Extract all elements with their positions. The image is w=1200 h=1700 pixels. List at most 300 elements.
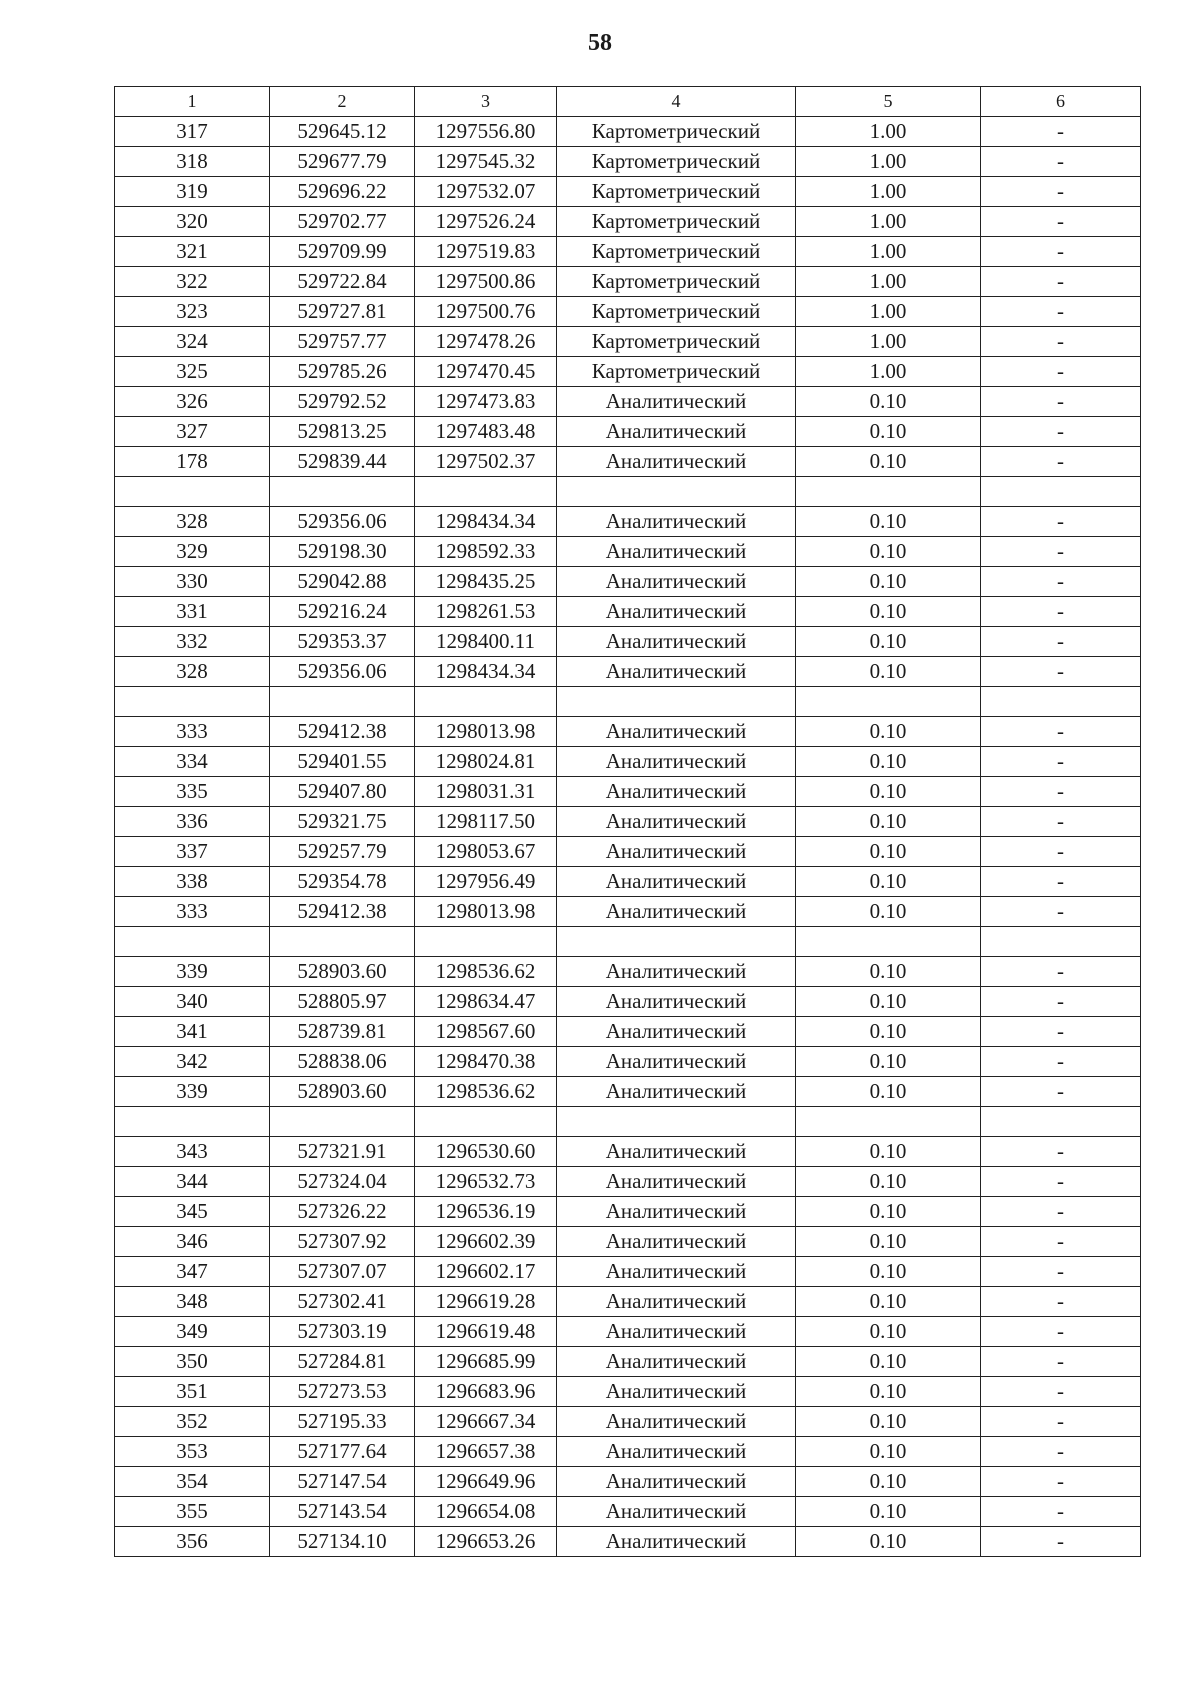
table-cell: 338: [115, 867, 270, 897]
table-cell: [115, 1107, 270, 1137]
table-cell: 527134.10: [270, 1527, 415, 1557]
table-cell: [557, 477, 796, 507]
table-cell: 355: [115, 1497, 270, 1527]
table-row: [115, 657, 1141, 687]
table-cell: -: [981, 1497, 1141, 1527]
table-cell: 0.10: [796, 717, 981, 747]
table-cell: 0.10: [796, 1407, 981, 1437]
table-cell: 330: [115, 567, 270, 597]
table-cell: 1.00: [796, 297, 981, 327]
table-cell: [981, 1107, 1141, 1137]
table-cell: -: [981, 867, 1141, 897]
table-cell: -: [981, 117, 1141, 147]
table-cell: Аналитический: [557, 987, 796, 1017]
table-cell: 0.10: [796, 1137, 981, 1167]
coordinates-table: [114, 86, 1141, 1557]
table-cell: 336: [115, 807, 270, 837]
table-cell: 339: [115, 957, 270, 987]
table-row: [115, 567, 1141, 597]
table-cell: Аналитический: [557, 1437, 796, 1467]
table-cell: -: [981, 717, 1141, 747]
table-cell: 0.10: [796, 567, 981, 597]
table-cell: [981, 477, 1141, 507]
table-row: [115, 1287, 1141, 1317]
table-cell: 1296532.73: [415, 1167, 557, 1197]
table-cell: 178: [115, 447, 270, 477]
table-cell: 0.10: [796, 657, 981, 687]
table-cell: -: [981, 297, 1141, 327]
table-cell: 0.10: [796, 387, 981, 417]
table-cell: 527302.41: [270, 1287, 415, 1317]
table-cell: 0.10: [796, 867, 981, 897]
table-cell: 1.00: [796, 357, 981, 387]
table-cell: 528805.97: [270, 987, 415, 1017]
table-cell: [415, 1107, 557, 1137]
table-cell: -: [981, 837, 1141, 867]
table-cell: 1298567.60: [415, 1017, 557, 1047]
table-cell: 0.10: [796, 507, 981, 537]
table-row: [115, 1317, 1141, 1347]
table-cell: 319: [115, 177, 270, 207]
table-cell: 1297473.83: [415, 387, 557, 417]
table-row: [115, 177, 1141, 207]
table-cell: -: [981, 1437, 1141, 1467]
page-number: 58: [588, 30, 612, 56]
table-cell: 320: [115, 207, 270, 237]
table-cell: Аналитический: [557, 1137, 796, 1167]
table-cell: 353: [115, 1437, 270, 1467]
table-cell: 1298031.31: [415, 777, 557, 807]
table-cell: -: [981, 627, 1141, 657]
table-row: [115, 867, 1141, 897]
table-row: [115, 417, 1141, 447]
table-cell: 0.10: [796, 807, 981, 837]
table-row: [115, 1077, 1141, 1107]
table-cell: Аналитический: [557, 657, 796, 687]
table-cell: 1.00: [796, 267, 981, 297]
table-cell: Аналитический: [557, 777, 796, 807]
table-cell: -: [981, 597, 1141, 627]
table-cell: -: [981, 897, 1141, 927]
table-cell: 527326.22: [270, 1197, 415, 1227]
table-cell: 527177.64: [270, 1437, 415, 1467]
table-cell: 1.00: [796, 327, 981, 357]
table-row: [115, 387, 1141, 417]
table-row: [115, 297, 1141, 327]
table-cell: Аналитический: [557, 1347, 796, 1377]
table-cell: 351: [115, 1377, 270, 1407]
table-cell: 1296683.96: [415, 1377, 557, 1407]
table-cell: [270, 477, 415, 507]
table-cell: 0.10: [796, 1077, 981, 1107]
table-cell: 1298053.67: [415, 837, 557, 867]
table-cell: 331: [115, 597, 270, 627]
table-cell: 1297478.26: [415, 327, 557, 357]
table-cell: 339: [115, 1077, 270, 1107]
table-cell: 0.10: [796, 957, 981, 987]
table-cell: 323: [115, 297, 270, 327]
table-row: [115, 597, 1141, 627]
table-cell: [415, 687, 557, 717]
table-cell: -: [981, 1527, 1141, 1557]
table-cell: 328: [115, 507, 270, 537]
table-cell: 352: [115, 1407, 270, 1437]
table-cell: -: [981, 1287, 1141, 1317]
header-cell: 5: [796, 87, 981, 117]
table-row: [115, 897, 1141, 927]
table-cell: Картометрический: [557, 327, 796, 357]
table-cell: -: [981, 1377, 1141, 1407]
table-cell: 529722.84: [270, 267, 415, 297]
table-cell: -: [981, 1467, 1141, 1497]
table-row: [115, 447, 1141, 477]
table-cell: 0.10: [796, 837, 981, 867]
table-cell: 1296653.26: [415, 1527, 557, 1557]
table-cell: 529257.79: [270, 837, 415, 867]
table-row: [115, 147, 1141, 177]
table-cell: 341: [115, 1017, 270, 1047]
table-cell: 527307.07: [270, 1257, 415, 1287]
table-cell: 1298592.33: [415, 537, 557, 567]
table-cell: 333: [115, 717, 270, 747]
table-cell: 1296654.08: [415, 1497, 557, 1527]
table-cell: 529839.44: [270, 447, 415, 477]
table-cell: [981, 687, 1141, 717]
table-cell: Аналитический: [557, 1317, 796, 1347]
table-cell: 1296619.28: [415, 1287, 557, 1317]
table-cell: 529645.12: [270, 117, 415, 147]
table-cell: [415, 477, 557, 507]
table-cell: 0.10: [796, 1317, 981, 1347]
table-cell: -: [981, 447, 1141, 477]
table-cell: -: [981, 357, 1141, 387]
table-cell: 0.10: [796, 1227, 981, 1257]
table-cell: 1298261.53: [415, 597, 557, 627]
table-cell: -: [981, 1317, 1141, 1347]
table-cell: 529412.38: [270, 717, 415, 747]
table-cell: -: [981, 147, 1141, 177]
table-cell: [981, 927, 1141, 957]
table-row: [115, 837, 1141, 867]
table-cell: Аналитический: [557, 1287, 796, 1317]
table-cell: 1296685.99: [415, 1347, 557, 1377]
table-cell: 1296649.96: [415, 1467, 557, 1497]
table-row: [115, 1017, 1141, 1047]
table-cell: 529709.99: [270, 237, 415, 267]
table-cell: Аналитический: [557, 747, 796, 777]
table-cell: 527303.19: [270, 1317, 415, 1347]
table-cell: -: [981, 1407, 1141, 1437]
table-cell: -: [981, 1077, 1141, 1107]
table-cell: Картометрический: [557, 267, 796, 297]
table-cell: Аналитический: [557, 867, 796, 897]
table-cell: 340: [115, 987, 270, 1017]
table-cell: 529813.25: [270, 417, 415, 447]
table-cell: [557, 927, 796, 957]
table-cell: 332: [115, 627, 270, 657]
table-cell: Аналитический: [557, 417, 796, 447]
header-cell: 6: [981, 87, 1141, 117]
table-cell: 1296667.34: [415, 1407, 557, 1437]
table-cell: Картометрический: [557, 297, 796, 327]
table-cell: 0.10: [796, 1287, 981, 1317]
table-cell: 327: [115, 417, 270, 447]
table-cell: -: [981, 417, 1141, 447]
table-cell: 529727.81: [270, 297, 415, 327]
table-cell: 1298634.47: [415, 987, 557, 1017]
table-cell: 1297545.32: [415, 147, 557, 177]
table-cell: -: [981, 537, 1141, 567]
table-row: [115, 957, 1141, 987]
table-cell: 342: [115, 1047, 270, 1077]
table-cell: Картометрический: [557, 357, 796, 387]
table-cell: 1298536.62: [415, 1077, 557, 1107]
table-cell: [796, 927, 981, 957]
table-cell: 1296602.39: [415, 1227, 557, 1257]
table-cell: [115, 477, 270, 507]
table-cell: 345: [115, 1197, 270, 1227]
table-cell: 529677.79: [270, 147, 415, 177]
table-row: [115, 687, 1141, 717]
header-cell: 4: [557, 87, 796, 117]
table-cell: Картометрический: [557, 207, 796, 237]
table-cell: 527143.54: [270, 1497, 415, 1527]
table-cell: Картометрический: [557, 117, 796, 147]
table-cell: 337: [115, 837, 270, 867]
table-cell: Аналитический: [557, 897, 796, 927]
table-cell: Аналитический: [557, 1167, 796, 1197]
table-cell: -: [981, 1047, 1141, 1077]
table-cell: 318: [115, 147, 270, 177]
table-cell: Аналитический: [557, 627, 796, 657]
table-cell: 528739.81: [270, 1017, 415, 1047]
table-cell: Аналитический: [557, 1467, 796, 1497]
table-cell: 1297502.37: [415, 447, 557, 477]
table-cell: -: [981, 1197, 1141, 1227]
table-cell: 1297532.07: [415, 177, 557, 207]
table-cell: [270, 687, 415, 717]
table-cell: Аналитический: [557, 837, 796, 867]
table-cell: 0.10: [796, 987, 981, 1017]
header-cell: 3: [415, 87, 557, 117]
table-cell: 0.10: [796, 597, 981, 627]
table-cell: 0.10: [796, 1467, 981, 1497]
table-cell: -: [981, 1227, 1141, 1257]
table-cell: Аналитический: [557, 1197, 796, 1227]
table-cell: Картометрический: [557, 177, 796, 207]
table-cell: Аналитический: [557, 567, 796, 597]
table-cell: Аналитический: [557, 537, 796, 567]
table-cell: 0.10: [796, 417, 981, 447]
table-cell: -: [981, 1137, 1141, 1167]
table-cell: 1.00: [796, 207, 981, 237]
table-cell: 1.00: [796, 147, 981, 177]
table-cell: 529042.88: [270, 567, 415, 597]
table-cell: 1298013.98: [415, 897, 557, 927]
table-cell: 1297956.49: [415, 867, 557, 897]
table-row: [115, 807, 1141, 837]
table-row: [115, 1197, 1141, 1227]
table-cell: [557, 687, 796, 717]
table-cell: 1298117.50: [415, 807, 557, 837]
table-cell: 1297500.86: [415, 267, 557, 297]
table-row: [115, 1227, 1141, 1257]
table-cell: 1298470.38: [415, 1047, 557, 1077]
table-cell: Картометрический: [557, 147, 796, 177]
table-cell: 335: [115, 777, 270, 807]
header-cell: 1: [115, 87, 270, 117]
table-cell: 1297526.24: [415, 207, 557, 237]
table-cell: 0.10: [796, 777, 981, 807]
table-cell: 1296619.48: [415, 1317, 557, 1347]
table-cell: Аналитический: [557, 1527, 796, 1557]
table-cell: [796, 477, 981, 507]
table-row: [115, 357, 1141, 387]
table-cell: 329: [115, 537, 270, 567]
table-row: [115, 1137, 1141, 1167]
table-row: [115, 537, 1141, 567]
table-cell: 0.10: [796, 537, 981, 567]
table-cell: 0.10: [796, 447, 981, 477]
table-cell: 527147.54: [270, 1467, 415, 1497]
table-cell: -: [981, 987, 1141, 1017]
table-cell: [415, 927, 557, 957]
table-cell: 529412.38: [270, 897, 415, 927]
table-cell: [796, 1107, 981, 1137]
table-cell: 528903.60: [270, 1077, 415, 1107]
table-cell: 0.10: [796, 1497, 981, 1527]
table-cell: 529407.80: [270, 777, 415, 807]
table-cell: 527307.92: [270, 1227, 415, 1257]
table-row: [115, 507, 1141, 537]
table-cell: 1298013.98: [415, 717, 557, 747]
table-cell: -: [981, 507, 1141, 537]
table-cell: 1297483.48: [415, 417, 557, 447]
table-cell: 325: [115, 357, 270, 387]
header-cell: 2: [270, 87, 415, 117]
table-row: [115, 1257, 1141, 1287]
table-cell: 529356.06: [270, 657, 415, 687]
table-cell: 1298400.11: [415, 627, 557, 657]
table-cell: -: [981, 657, 1141, 687]
table-cell: 527284.81: [270, 1347, 415, 1377]
table-cell: 1298435.25: [415, 567, 557, 597]
table-cell: -: [981, 207, 1141, 237]
table-cell: 1296657.38: [415, 1437, 557, 1467]
table-cell: 333: [115, 897, 270, 927]
table-cell: 343: [115, 1137, 270, 1167]
table-cell: 1296602.17: [415, 1257, 557, 1287]
table-cell: [557, 1107, 796, 1137]
table-row: [115, 1437, 1141, 1467]
table-row: [115, 237, 1141, 267]
table-cell: 0.10: [796, 1257, 981, 1287]
table-cell: 324: [115, 327, 270, 357]
table-cell: -: [981, 777, 1141, 807]
table-cell: 1297470.45: [415, 357, 557, 387]
table-cell: 529785.26: [270, 357, 415, 387]
table-cell: Аналитический: [557, 447, 796, 477]
table-cell: 346: [115, 1227, 270, 1257]
table-cell: 0.10: [796, 897, 981, 927]
table-cell: Аналитический: [557, 387, 796, 417]
table-cell: 0.10: [796, 747, 981, 777]
table-row: [115, 1107, 1141, 1137]
table-cell: Аналитический: [557, 1407, 796, 1437]
table-cell: -: [981, 1257, 1141, 1287]
table-row: [115, 1407, 1141, 1437]
table-cell: 0.10: [796, 1437, 981, 1467]
table-cell: 354: [115, 1467, 270, 1497]
table-cell: Аналитический: [557, 1377, 796, 1407]
table-cell: 344: [115, 1167, 270, 1197]
table-row: [115, 327, 1141, 357]
table-row: [115, 1497, 1141, 1527]
table-cell: 328: [115, 657, 270, 687]
table-cell: 529696.22: [270, 177, 415, 207]
table-cell: 1.00: [796, 237, 981, 267]
table-cell: 529353.37: [270, 627, 415, 657]
table-cell: -: [981, 267, 1141, 297]
table-body: [115, 87, 1141, 1557]
table-cell: -: [981, 1167, 1141, 1197]
table-cell: Аналитический: [557, 1257, 796, 1287]
table-cell: Аналитический: [557, 1227, 796, 1257]
table-cell: 529198.30: [270, 537, 415, 567]
table-row: [115, 1377, 1141, 1407]
table-cell: [796, 687, 981, 717]
table-cell: 0.10: [796, 627, 981, 657]
table-row: [115, 777, 1141, 807]
table-cell: -: [981, 237, 1141, 267]
table-cell: 1.00: [796, 117, 981, 147]
table-cell: -: [981, 1017, 1141, 1047]
table-cell: 356: [115, 1527, 270, 1557]
table-cell: 0.10: [796, 1347, 981, 1377]
table-row: [115, 267, 1141, 297]
table-cell: 1296530.60: [415, 1137, 557, 1167]
table-cell: 350: [115, 1347, 270, 1377]
table-cell: Аналитический: [557, 1047, 796, 1077]
table-cell: 1.00: [796, 177, 981, 207]
header-row: [115, 87, 1141, 117]
table-cell: 529321.75: [270, 807, 415, 837]
table-cell: Аналитический: [557, 507, 796, 537]
table-cell: 529702.77: [270, 207, 415, 237]
table-cell: [270, 1107, 415, 1137]
table-cell: [115, 927, 270, 957]
table-cell: 529792.52: [270, 387, 415, 417]
table-cell: 0.10: [796, 1197, 981, 1227]
table-cell: -: [981, 807, 1141, 837]
table-cell: [115, 687, 270, 717]
table-cell: 0.10: [796, 1167, 981, 1197]
table-cell: 0.10: [796, 1377, 981, 1407]
table-cell: 529757.77: [270, 327, 415, 357]
table-cell: -: [981, 957, 1141, 987]
table-cell: 528838.06: [270, 1047, 415, 1077]
table-cell: Картометрический: [557, 237, 796, 267]
table-cell: Аналитический: [557, 957, 796, 987]
table-cell: -: [981, 387, 1141, 417]
table-cell: 527195.33: [270, 1407, 415, 1437]
table-cell: 334: [115, 747, 270, 777]
table-cell: 1298536.62: [415, 957, 557, 987]
table-cell: 1298434.34: [415, 657, 557, 687]
table-cell: -: [981, 567, 1141, 597]
table-cell: 321: [115, 237, 270, 267]
table-cell: -: [981, 177, 1141, 207]
